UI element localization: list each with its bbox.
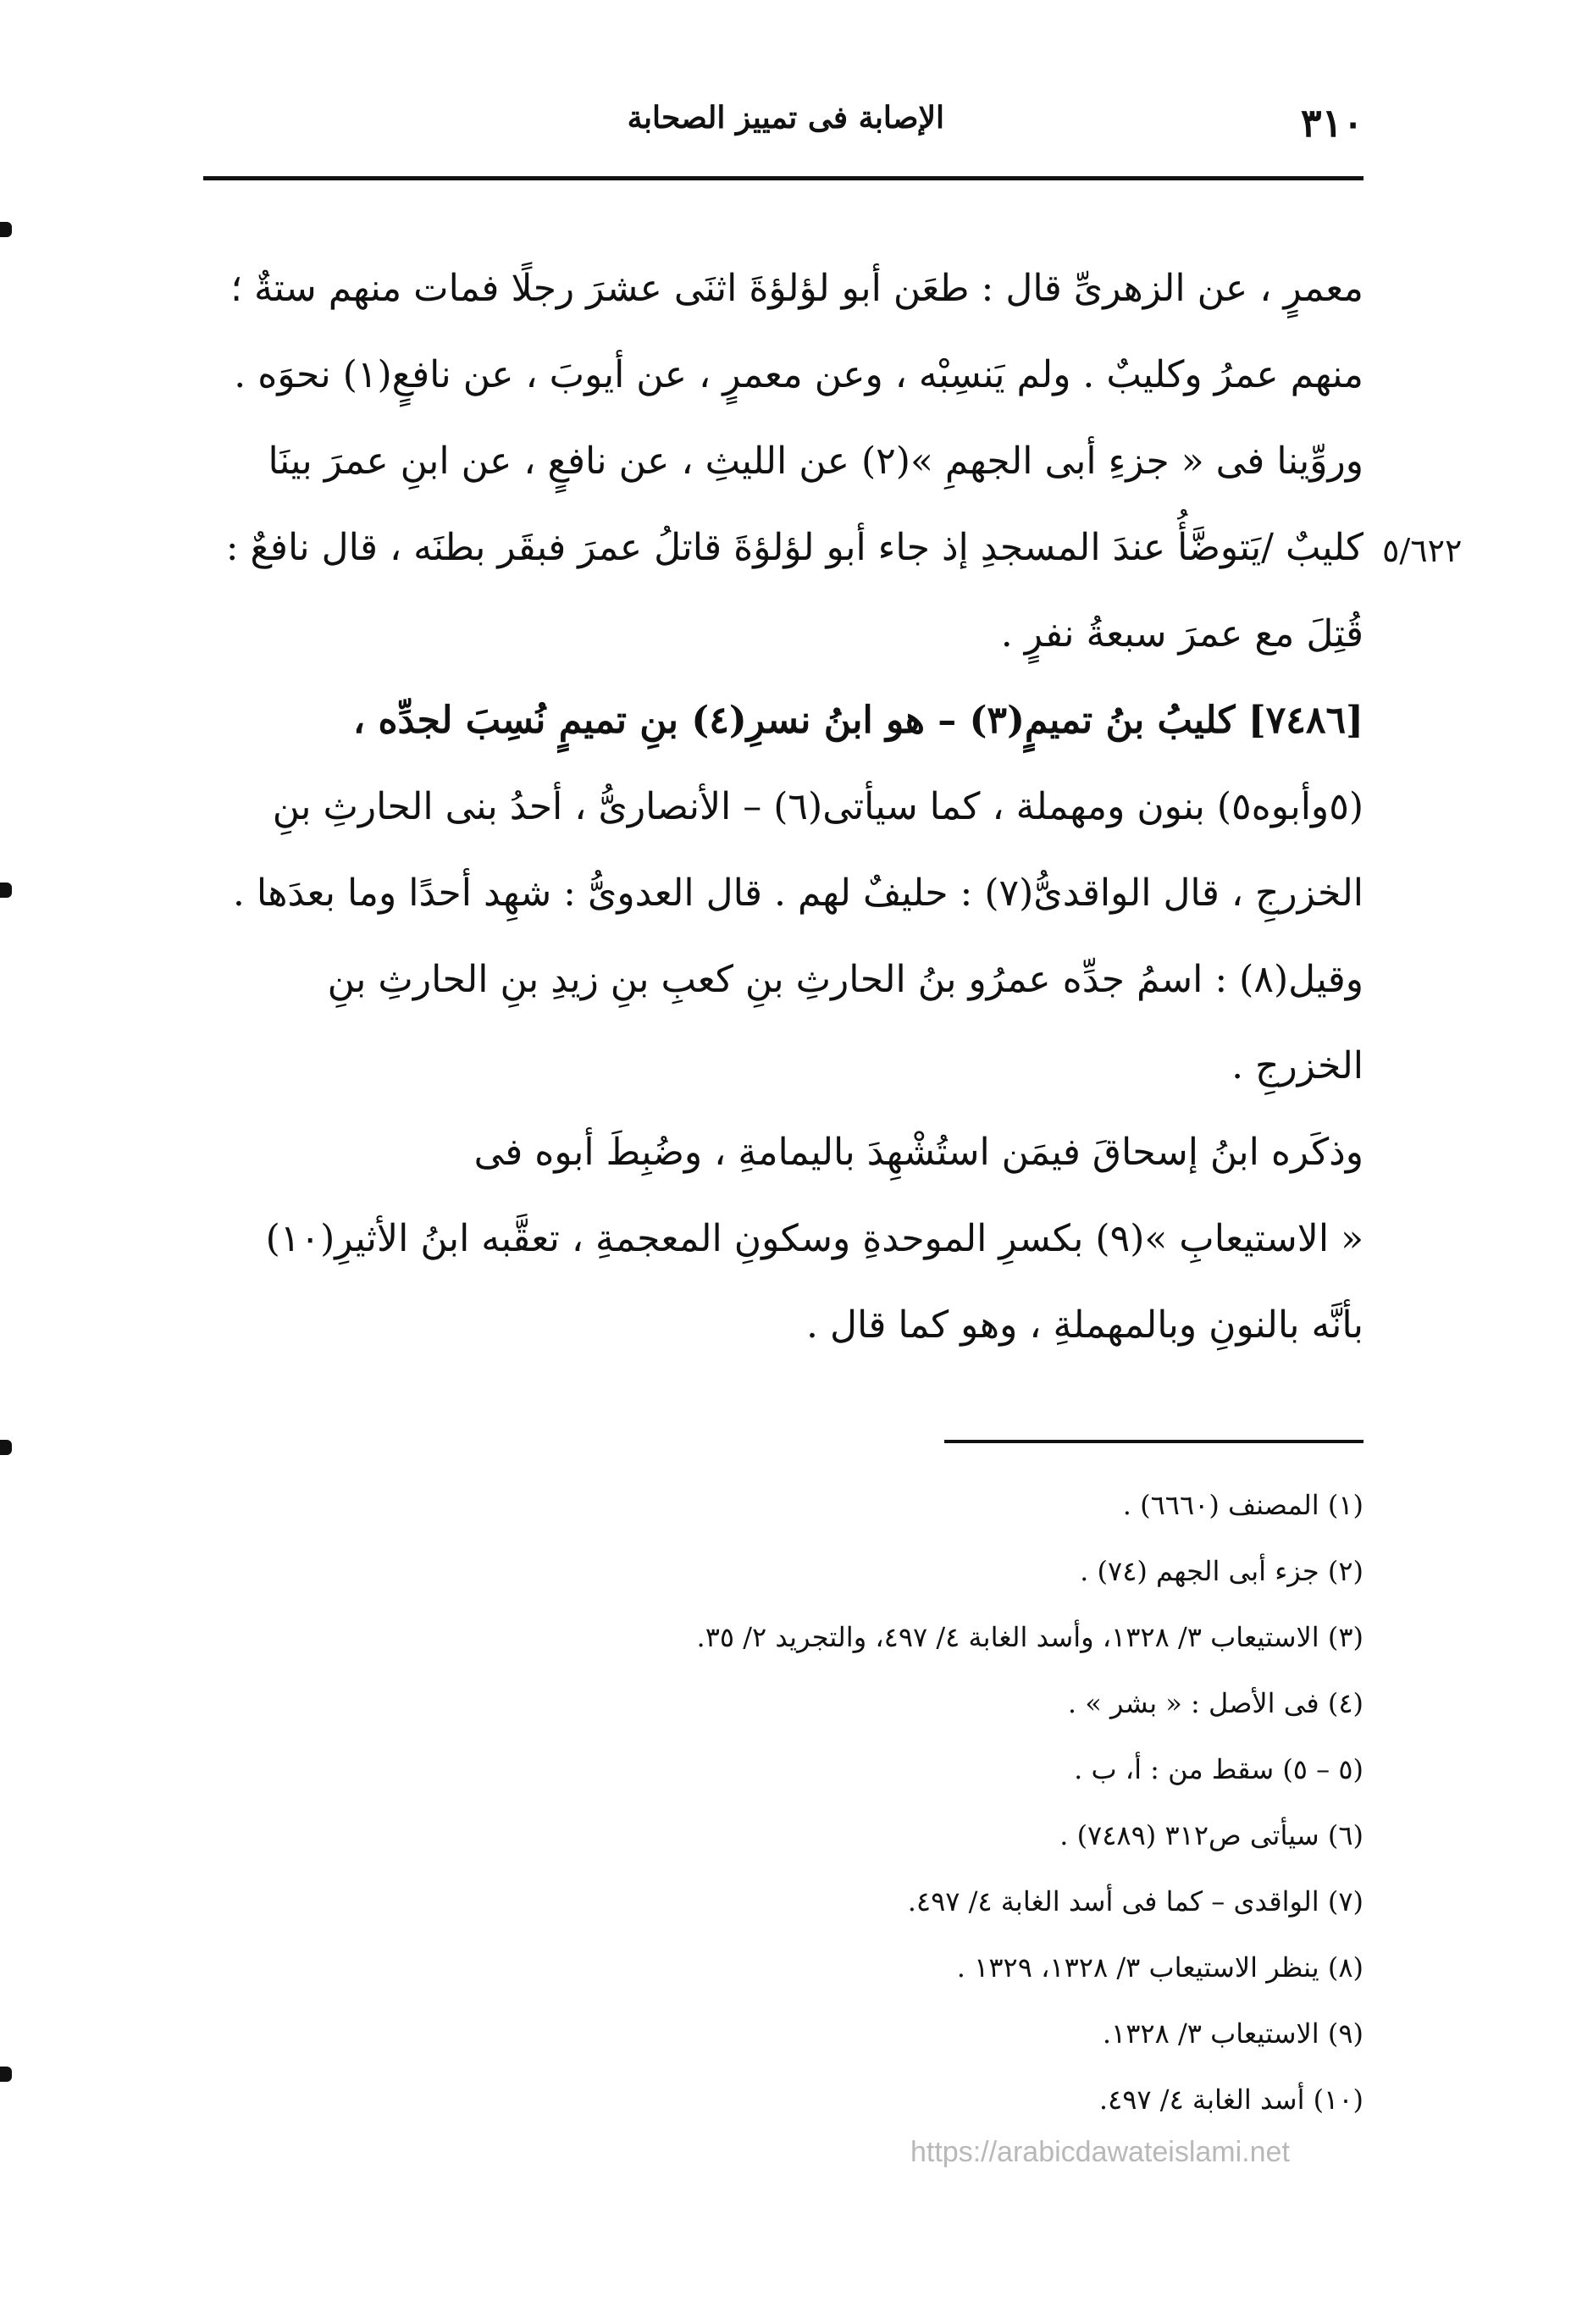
text-line: بأنَّه بالنونِ وبالمهملةِ ، وهو كما قال . [806, 1303, 1364, 1347]
scan-edge-mark [0, 1440, 12, 1455]
text-line: « الاستيعابِ »(٩) بكسرِ الموحدةِ وسكونِ المعجمةِ ، تعقَّبه ابنُ الأثيرِ(١٠) [265, 1217, 1364, 1260]
text-line: قُتِلَ مع عمرَ سبعةُ نفرٍ . [1000, 612, 1364, 656]
footnote: (١) المصنف (٦٦٦٠) . [1122, 1489, 1364, 1521]
footnote: (٨) ينظر الاستيعاب ٣/ ١٣٢٨، ١٣٢٩ . [956, 1951, 1364, 1984]
footnote: (٩) الاستيعاب ٣/ ١٣٢٨. [1102, 2017, 1364, 2050]
paragraph [203, 418, 1364, 678]
text-line: (٥وأبوه٥) بنون ومهملة ، كما سيأتى(٦) – الأنصارىُّ ، أحدُ بنى الحارثِ بنِ [272, 785, 1364, 828]
text-line: وقيل(٨) : اسمُ جدِّه عمرُو بنُ الحارثِ بنِ كعبِ بنِ زيدِ بنِ الحارثِ بنِ [327, 958, 1364, 1001]
footnote: (٦) سيأتى ص٣١٢ (٧٤٨٩) . [1059, 1819, 1364, 1851]
footnote: (١٠) أسد الغابة ٤/ ٤٩٧. [1098, 2083, 1364, 2116]
scan-edge-mark [0, 222, 12, 237]
footnote: (٢) جزء أبى الجهم (٧٤) . [1080, 1555, 1364, 1587]
text-line: كليبٌ /يَتوضَّأُ عندَ المسجدِ إذ جاء أبو لؤلؤةَ قاتلُ عمرَ فبقَر بطنَه ، قال نافعٌ : [225, 526, 1364, 569]
page-header [203, 100, 1364, 159]
paragraph [203, 246, 1364, 418]
paragraph [203, 1109, 1364, 1369]
entry-paragraph [203, 678, 1364, 1109]
footnote: (٤) فى الأصل : « بشر » . [1067, 1687, 1364, 1719]
footnotes [432, 1472, 1364, 2133]
footnote: (٧) الواقدى – كما فى أسد الغابة ٤/ ٤٩٧. [907, 1885, 1364, 1917]
scan-edge-mark [0, 883, 12, 898]
text-line: معمرٍ ، عن الزهرىِّ قال : طعَن أبو لؤلؤةَ اثنَى عشرَ رجلًا فمات منهم ستةٌ ؛ [230, 267, 1364, 310]
text-line: الخزرجِ . [1231, 1044, 1364, 1087]
entry-heading-line: [٧٤٨٦] كليبُ بنُ تميمٍ(٣) – هو ابنُ نسرِ(٤) بنِ تميمٍ نُسِبَ لجدِّه ، [352, 699, 1364, 742]
watermark-url: https://arabicdawateislami.net [910, 2136, 1290, 2168]
footnote: (٥ – ٥) سقط من : أ، ب . [1074, 1753, 1364, 1785]
text-line: الخزرجِ ، قال الواقدىُّ(٧) : حليفٌ لهم . قال العدوىُّ : شهِد أحدًا وما بعدَها . [232, 872, 1364, 915]
margin-reference: ٥/٦٢٢ [1382, 532, 1463, 569]
scan-edge-mark [0, 2067, 12, 2082]
running-title: الإصابة فى تمييز الصحابة [627, 100, 944, 136]
main-text [203, 246, 1364, 1369]
text-line: وروِّينا فى « جزءِ أبى الجهمِ »(٢) عن الليثِ ، عن نافعٍ ، عن ابنِ عمرَ بينَا [268, 440, 1364, 483]
footnote: (٣) الاستيعاب ٣/ ١٣٢٨، وأسد الغابة ٤/ ٤٩٧، والتجريد ٢/ ٣٥. [696, 1621, 1364, 1653]
page-number: ٣١٠ [1300, 100, 1364, 146]
footnote-rule [944, 1440, 1364, 1443]
text-line: وذكَره ابنُ إسحاقَ فيمَن استُشْهِدَ باليمامةِ ، وضُبِطَ أبوه فى [473, 1131, 1364, 1174]
header-rule [203, 176, 1364, 180]
text-line: منهم عمرُ وكليبٌ . ولم يَنسِبْه ، وعن معمرٍ ، عن أيوبَ ، عن نافعٍ(١) نحوَه . [234, 353, 1364, 396]
